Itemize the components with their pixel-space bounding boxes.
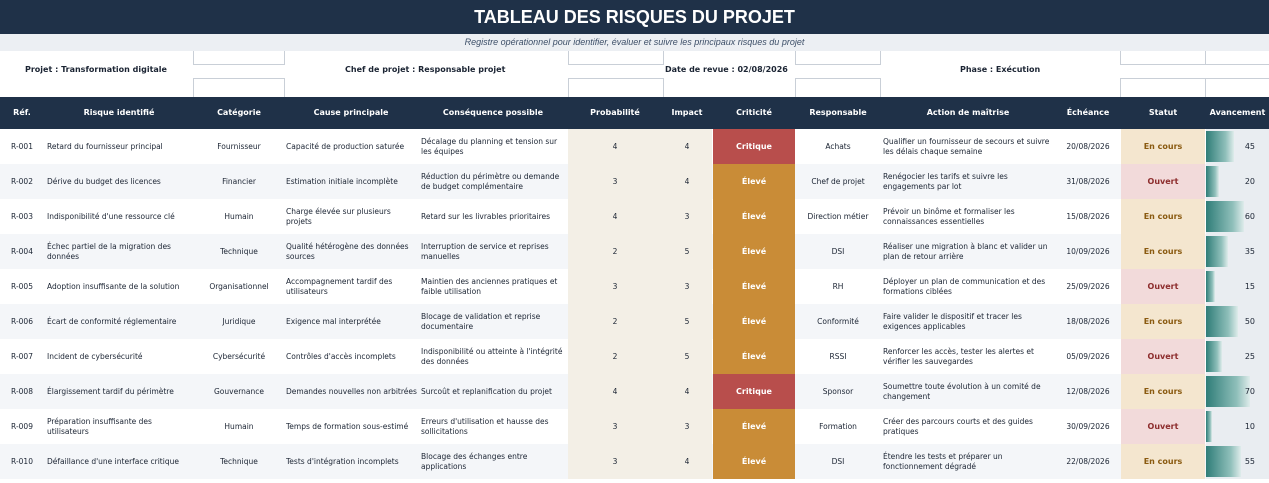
cell-impact[interactable]: 3 — [662, 269, 712, 304]
progress-fill — [1206, 236, 1228, 267]
cell-criticality[interactable]: Élevé — [713, 304, 795, 339]
cell-due[interactable]: 12/08/2026 — [1066, 386, 1110, 396]
project-input-2[interactable] — [193, 78, 285, 98]
cell-risk[interactable]: Écart de conformité réglementaire — [47, 316, 177, 326]
cell-probability[interactable]: 2 — [568, 304, 662, 339]
col-consequence[interactable]: Conséquence possible — [442, 108, 544, 117]
cell-criticality[interactable]: Critique — [713, 129, 795, 164]
cell-owner[interactable]: RH — [832, 281, 844, 291]
cell-due[interactable]: 05/09/2026 — [1066, 351, 1110, 361]
cell-cause[interactable]: Accompagnement tardif des utilisateurs — [286, 276, 393, 296]
cell-impact[interactable]: 5 — [662, 339, 712, 374]
cell-due[interactable]: 31/08/2026 — [1066, 176, 1110, 186]
progress-value: 60 — [1244, 212, 1255, 221]
progress-bar — [1206, 304, 1269, 339]
cell-category[interactable]: Humain — [224, 211, 254, 221]
manager-input[interactable] — [568, 51, 664, 65]
cell-impact[interactable]: 3 — [662, 199, 712, 234]
progress-bar — [1206, 129, 1269, 164]
cell-cause[interactable]: Temps de formation sous-estimé — [286, 421, 409, 431]
cell-owner[interactable]: DSI — [831, 456, 845, 466]
cell-consequence[interactable]: Erreurs d'utilisation et hausse des sollicitations — [421, 416, 549, 436]
cell-status[interactable]: Ouvert — [1121, 339, 1205, 374]
cell-category[interactable]: Technique — [220, 246, 258, 256]
review-date-label: Date de revue : 02/08/2026 — [665, 65, 788, 74]
progress-fill — [1206, 131, 1234, 162]
cell-ref[interactable]: R-009 — [11, 421, 33, 431]
cell-due[interactable]: 15/08/2026 — [1066, 211, 1110, 221]
cell-consequence[interactable]: Maintien des anciennes pratiques et faible utilisation — [421, 276, 558, 296]
progress-bar — [1206, 374, 1269, 409]
progress-value: 70 — [1244, 387, 1255, 396]
date-input[interactable] — [795, 51, 881, 65]
cell-risk[interactable]: Défaillance d'une interface critique — [47, 456, 179, 466]
cell-ref[interactable]: R-008 — [11, 386, 33, 396]
cell-due[interactable]: 20/08/2026 — [1066, 141, 1110, 151]
cell-probability[interactable]: 2 — [568, 234, 662, 269]
col-action[interactable]: Action de maîtrise — [926, 108, 1010, 117]
cell-impact[interactable]: 4 — [662, 129, 712, 164]
cell-action[interactable]: Réaliser une migration à blanc et valider un plan de retour arrière — [883, 241, 1048, 261]
cell-consequence[interactable]: Indisponibilité ou atteinte à l'intégrité des données — [421, 346, 563, 366]
progress-bar — [1206, 234, 1269, 269]
col-cause[interactable]: Cause principale — [313, 108, 389, 117]
col-ref[interactable]: Réf. — [13, 108, 31, 117]
table-header — [0, 97, 1269, 129]
cell-cause[interactable]: Exigence mal interprétée — [286, 316, 381, 326]
cell-consequence[interactable]: Blocage des échanges entre applications — [421, 451, 528, 471]
cell-category[interactable]: Humain — [224, 421, 254, 431]
cell-consequence[interactable]: Surcoût et replanification du projet — [421, 386, 552, 396]
cell-cause[interactable]: Demandes nouvelles non arbitrées — [286, 386, 417, 396]
col-impact[interactable]: Impact — [671, 108, 703, 117]
progress-value: 10 — [1244, 422, 1255, 431]
cell-owner[interactable]: RSSI — [829, 351, 847, 361]
progress-fill — [1206, 341, 1222, 372]
cell-due[interactable]: 22/08/2026 — [1066, 456, 1110, 466]
extra-input[interactable] — [1205, 51, 1269, 65]
cell-criticality[interactable]: Élevé — [713, 409, 795, 444]
cell-probability[interactable]: 4 — [568, 374, 662, 409]
cell-cause[interactable]: Capacité de production saturée — [286, 141, 405, 151]
cell-impact[interactable]: 4 — [662, 164, 712, 199]
table-row[interactable] — [0, 269, 1269, 304]
cell-cause[interactable]: Charge élevée sur plusieurs projets — [286, 206, 391, 226]
cell-impact[interactable]: 4 — [662, 444, 712, 479]
progress-value: 45 — [1244, 142, 1255, 151]
cell-owner[interactable]: Conformité — [817, 316, 859, 326]
progress-fill — [1206, 376, 1250, 407]
cell-owner[interactable]: Chef de projet — [811, 176, 865, 186]
cell-status[interactable]: En cours — [1121, 199, 1205, 234]
table-row[interactable] — [0, 444, 1269, 479]
extra-input-2[interactable] — [1205, 78, 1269, 98]
progress-bar — [1206, 339, 1269, 374]
cell-status[interactable]: En cours — [1121, 234, 1205, 269]
cell-ref[interactable]: R-001 — [11, 141, 33, 151]
cell-ref[interactable]: R-007 — [11, 351, 33, 361]
cell-ref[interactable]: R-002 — [11, 176, 33, 186]
cell-consequence[interactable]: Interruption de service et reprises manuelles — [421, 241, 549, 261]
cell-risk[interactable]: Échec partiel de la migration des données — [47, 241, 171, 261]
cell-risk[interactable]: Incident de cybersécurité — [47, 351, 143, 361]
project-meta — [0, 51, 1269, 97]
cell-criticality[interactable]: Élevé — [713, 444, 795, 479]
cell-consequence[interactable]: Retard sur les livrables prioritaires — [421, 211, 551, 221]
cell-status[interactable]: Ouvert — [1121, 269, 1205, 304]
cell-owner[interactable]: Achats — [825, 141, 851, 151]
progress-value: 35 — [1244, 247, 1255, 256]
cell-risk[interactable]: Indisponibilité d'une ressource clé — [47, 211, 175, 221]
cell-category[interactable]: Organisationnel — [209, 281, 269, 291]
cell-ref[interactable]: R-004 — [11, 246, 33, 256]
cell-action[interactable]: Qualifier un fournisseur de secours et suivre les délais chaque semaine — [883, 136, 1050, 156]
cell-cause[interactable]: Tests d'intégration incomplets — [286, 456, 399, 466]
progress-value: 55 — [1244, 457, 1255, 466]
col-due[interactable]: Échéance — [1066, 108, 1110, 117]
phase-label: Phase : Exécution — [960, 65, 1041, 74]
cell-criticality[interactable]: Élevé — [713, 164, 795, 199]
cell-impact[interactable]: 5 — [662, 234, 712, 269]
cell-probability[interactable]: 4 — [568, 129, 662, 164]
cell-criticality[interactable]: Élevé — [713, 234, 795, 269]
col-category[interactable]: Catégorie — [217, 108, 261, 117]
table-row[interactable] — [0, 339, 1269, 374]
progress-bar — [1206, 164, 1269, 199]
page-title: TABLEAU DES RISQUES DU PROJET — [0, 0, 1269, 34]
cell-consequence[interactable]: Réduction du périmètre ou demande de budget complémentaire — [421, 171, 560, 191]
cell-ref[interactable]: R-006 — [11, 316, 33, 326]
progress-bar — [1206, 269, 1269, 304]
cell-status[interactable]: En cours — [1121, 129, 1205, 164]
cell-action[interactable]: Faire valider le dispositif et tracer les exigences applicables — [883, 311, 1022, 331]
progress-value: 15 — [1244, 282, 1255, 291]
cell-probability[interactable]: 2 — [568, 339, 662, 374]
cell-risk[interactable]: Dérive du budget des licences — [47, 176, 161, 186]
table-row[interactable] — [0, 374, 1269, 409]
cell-risk[interactable]: Retard du fournisseur principal — [47, 141, 163, 151]
progress-value: 50 — [1244, 317, 1255, 326]
cell-action[interactable]: Renforcer les accès, tester les alertes et vérifier les sauvegardes — [883, 346, 1034, 366]
cell-action[interactable]: Créer des parcours courts et des guides pratiques — [883, 416, 1033, 436]
cell-risk[interactable]: Élargissement tardif du périmètre — [47, 386, 174, 396]
cell-risk[interactable]: Préparation insuffisante des utilisateurs — [47, 416, 152, 436]
progress-fill — [1206, 306, 1238, 337]
cell-category[interactable]: Juridique — [222, 316, 256, 326]
cell-probability[interactable]: 4 — [568, 199, 662, 234]
col-risk[interactable]: Risque identifié — [83, 108, 155, 117]
phase-input[interactable] — [1120, 51, 1206, 65]
cell-owner[interactable]: Direction métier — [807, 211, 869, 221]
project-label: Projet : Transformation digitale — [25, 65, 167, 74]
manager-input-2[interactable] — [568, 78, 664, 98]
cell-action[interactable]: Prévoir un binôme et formaliser les connaissances essentielles — [883, 206, 1015, 226]
cell-due[interactable]: 18/08/2026 — [1066, 316, 1110, 326]
cell-consequence[interactable]: Blocage de validation et reprise documentaire — [421, 311, 541, 331]
cell-impact[interactable]: 4 — [662, 374, 712, 409]
cell-category[interactable]: Financier — [222, 176, 256, 186]
cell-probability[interactable]: 3 — [568, 164, 662, 199]
cell-due[interactable]: 30/09/2026 — [1066, 421, 1110, 431]
cell-due[interactable]: 10/09/2026 — [1066, 246, 1110, 256]
cell-consequence[interactable]: Décalage du planning et tension sur les équipes — [421, 136, 558, 156]
progress-fill — [1206, 201, 1244, 232]
cell-category[interactable]: Fournisseur — [217, 141, 261, 151]
cell-cause[interactable]: Estimation initiale incomplète — [286, 176, 398, 186]
manager-label: Chef de projet : Responsable projet — [345, 65, 506, 74]
progress-fill — [1206, 411, 1212, 442]
cell-ref[interactable]: R-010 — [11, 456, 33, 466]
cell-probability[interactable]: 3 — [568, 444, 662, 479]
progress-value: 20 — [1244, 177, 1255, 186]
cell-ref[interactable]: R-003 — [11, 211, 33, 221]
cell-ref[interactable]: R-005 — [11, 281, 33, 291]
cell-cause[interactable]: Contrôles d'accès incomplets — [286, 351, 396, 361]
table-row[interactable] — [0, 129, 1269, 164]
cell-criticality[interactable]: Élevé — [713, 339, 795, 374]
cell-action[interactable]: Déployer un plan de communication et des formations ciblées — [883, 276, 1046, 296]
col-progress[interactable]: Avancement — [1209, 108, 1266, 117]
cell-status[interactable]: En cours — [1121, 304, 1205, 339]
cell-action[interactable]: Soumettre toute évolution à un comité de changement — [883, 381, 1041, 401]
progress-value: 25 — [1244, 352, 1255, 361]
progress-fill — [1206, 446, 1241, 477]
cell-status[interactable]: En cours — [1121, 374, 1205, 409]
table-row[interactable] — [0, 199, 1269, 234]
progress-bar — [1206, 444, 1269, 479]
cell-owner[interactable]: DSI — [831, 246, 845, 256]
cell-probability[interactable]: 3 — [568, 409, 662, 444]
cell-owner[interactable]: Formation — [819, 421, 857, 431]
table-row[interactable] — [0, 304, 1269, 339]
table-row[interactable] — [0, 164, 1269, 199]
cell-status[interactable]: Ouvert — [1121, 409, 1205, 444]
col-owner[interactable]: Responsable — [809, 108, 867, 117]
progress-bar — [1206, 409, 1269, 444]
date-input-2[interactable] — [795, 78, 881, 98]
progress-fill — [1206, 166, 1219, 197]
cell-probability[interactable]: 3 — [568, 269, 662, 304]
page-subtitle: Registre opérationnel pour identifier, évaluer et suivre les principaux risques du projet — [0, 34, 1269, 51]
cell-category[interactable]: Technique — [220, 456, 258, 466]
progress-bar — [1206, 199, 1269, 234]
phase-input-2[interactable] — [1120, 78, 1206, 98]
project-input[interactable] — [193, 51, 285, 65]
progress-fill — [1206, 271, 1215, 302]
col-status[interactable]: Statut — [1148, 108, 1178, 117]
cell-impact[interactable]: 5 — [662, 304, 712, 339]
cell-category[interactable]: Gouvernance — [214, 386, 264, 396]
cell-impact[interactable]: 3 — [662, 409, 712, 444]
cell-cause[interactable]: Qualité hétérogène des données sources — [286, 241, 409, 261]
cell-status[interactable]: Ouvert — [1121, 164, 1205, 199]
cell-criticality[interactable]: Critique — [713, 374, 795, 409]
cell-criticality[interactable]: Élevé — [713, 199, 795, 234]
cell-risk[interactable]: Adoption insuffisante de la solution — [47, 281, 180, 291]
cell-action[interactable]: Étendre les tests et préparer un fonctionnement dégradé — [883, 451, 1003, 471]
col-probability[interactable]: Probabilité — [590, 108, 640, 117]
cell-status[interactable]: En cours — [1121, 444, 1205, 479]
table-row[interactable] — [0, 409, 1269, 444]
cell-category[interactable]: Cybersécurité — [212, 351, 266, 361]
table-row[interactable] — [0, 234, 1269, 269]
cell-criticality[interactable]: Élevé — [713, 269, 795, 304]
cell-due[interactable]: 25/09/2026 — [1066, 281, 1110, 291]
cell-owner[interactable]: Sponsor — [822, 386, 854, 396]
cell-action[interactable]: Renégocier les tarifs et suivre les engagements par lot — [883, 171, 1008, 191]
col-criticality[interactable]: Criticité — [736, 108, 772, 117]
